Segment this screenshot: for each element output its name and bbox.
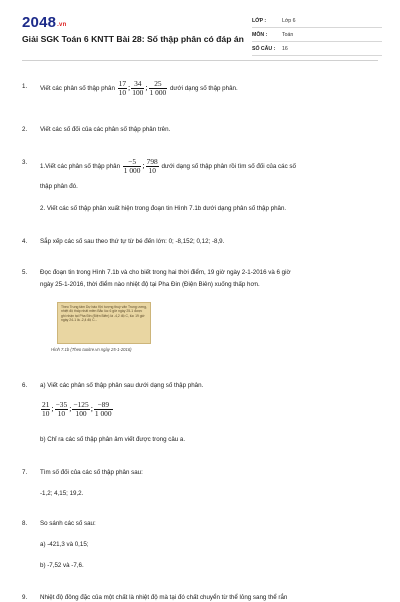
fraction: $\frac{25}{1 000}$ [149, 79, 167, 97]
question-text: Viết các phân số thập phân [40, 85, 115, 93]
fraction: $\frac{-35}{10}$ [55, 400, 68, 418]
page-header [0, 0, 400, 70]
fraction: $\frac{17}{10}$ [118, 79, 127, 97]
fraction: $\frac{21}{10}$ [42, 400, 50, 418]
fraction: $\frac{-89}{1 000}$ [94, 400, 112, 418]
fraction: $\frac{34}{100}$ [132, 79, 144, 97]
figure-text: Theo Trung tâm Dự báo Khí tượng thuỷ văn Trung ương, nhiệt độ thấp nhất miền Bắc lúc 6 giờ ngày 25-1 được ghi nhận tại Pha Đin (Điện Biên) là -4,2 độ C, lúc 19 giờ ngày 24-1 là -2,4 độ C... [61, 305, 147, 322]
meta-row-grade: LỚP : Lớp 6 [252, 14, 382, 28]
meta-row-count: SỐ CÂU : 16 [252, 42, 382, 56]
page-title: Giải SGK Toán 6 KNTT Bài 28: Số thập phân có đáp án [22, 34, 244, 44]
question-text: Sắp xếp các số sau theo thứ tự từ bé đến lớn: 0; -8,152; 0,12; -8,9. [40, 238, 225, 245]
site-logo[interactable]: 2048.vn [22, 14, 67, 31]
figure-caption: Hình 7.1b (Theo tuoitre.vn ngày 25-1-2016) [51, 347, 132, 352]
header-divider [22, 60, 378, 61]
meta-table [252, 14, 382, 56]
meta-row-subject: MÔN : Toán [252, 28, 382, 42]
fraction: $\frac{798}{10}$ [146, 157, 158, 175]
question-text: Viết các số đối của các phân số thập phân trên. [40, 126, 171, 133]
news-clipping-image [57, 302, 151, 344]
fraction: $\frac{-125}{100}$ [73, 400, 89, 418]
fraction: $\frac{-5}{1 000}$ [123, 157, 141, 175]
